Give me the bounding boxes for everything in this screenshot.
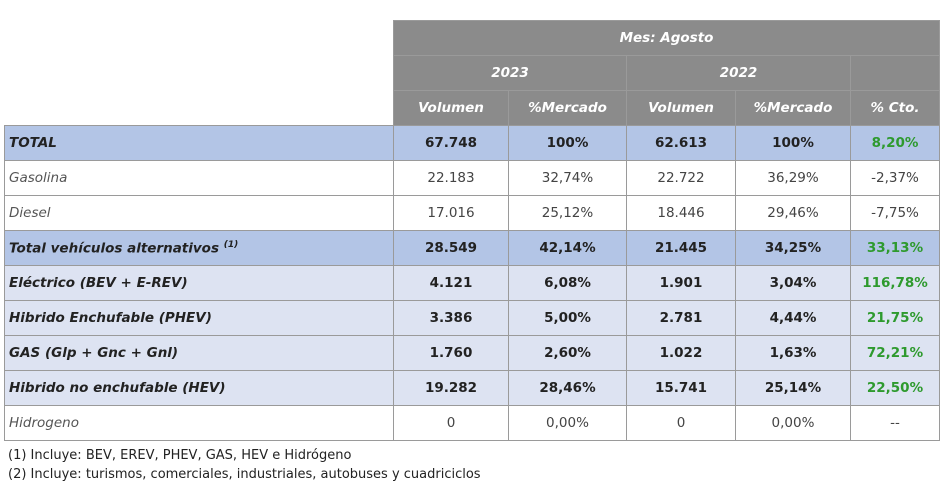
- volume-2023: 19.282: [394, 371, 509, 406]
- share-2023: 5,00%: [509, 301, 627, 336]
- row-label: GAS (Glp + Gnc + Gnl): [5, 336, 394, 371]
- volume-2023: 3.386: [394, 301, 509, 336]
- volume-2022: 15.741: [627, 371, 736, 406]
- corner-blank: [5, 21, 394, 56]
- share-2022: 36,29%: [736, 161, 851, 196]
- share-2022: 100%: [736, 126, 851, 161]
- year-2022-header: 2022: [627, 56, 851, 91]
- growth: 116,78%: [851, 266, 940, 301]
- volume-2023: 0: [394, 406, 509, 441]
- col-share-2022: %Mercado: [736, 91, 851, 126]
- month-header: Mes: Agosto: [394, 21, 940, 56]
- growth: 33,13%: [851, 231, 940, 266]
- row-label: Hibrido no enchufable (HEV): [5, 371, 394, 406]
- row-label: Eléctrico (BEV + E-REV): [5, 266, 394, 301]
- volume-2022: 18.446: [627, 196, 736, 231]
- share-2022: 3,04%: [736, 266, 851, 301]
- growth: 8,20%: [851, 126, 940, 161]
- volume-2023: 1.760: [394, 336, 509, 371]
- table-row: [5, 231, 940, 266]
- share-2023: 0,00%: [509, 406, 627, 441]
- table-row: [5, 406, 940, 441]
- table-row: [5, 336, 940, 371]
- growth: --: [851, 406, 940, 441]
- table-row: [5, 266, 940, 301]
- share-2023: 28,46%: [509, 371, 627, 406]
- growth: 21,75%: [851, 301, 940, 336]
- volume-2023: 4.121: [394, 266, 509, 301]
- table-row: [5, 161, 940, 196]
- share-2023: 32,74%: [509, 161, 627, 196]
- volume-2023: 17.016: [394, 196, 509, 231]
- table-row: [5, 196, 940, 231]
- growth: 22,50%: [851, 371, 940, 406]
- volume-2023: 22.183: [394, 161, 509, 196]
- row-label: Diesel: [5, 196, 394, 231]
- table-row: [5, 301, 940, 336]
- col-share-2023: %Mercado: [509, 91, 627, 126]
- volume-2023: 28.549: [394, 231, 509, 266]
- row-label: Gasolina: [5, 161, 394, 196]
- col-volume-2023: Volumen: [394, 91, 509, 126]
- volume-2023: 67.748: [394, 126, 509, 161]
- volume-2022: 21.445: [627, 231, 736, 266]
- row-label: Total vehículos alternativos $^{(1)}$: [5, 231, 394, 266]
- share-2023: 6,08%: [509, 266, 627, 301]
- share-2023: 100%: [509, 126, 627, 161]
- row-label: Hibrido Enchufable (PHEV): [5, 301, 394, 336]
- col-growth: % Cto.: [851, 91, 940, 126]
- growth: -7,75%: [851, 196, 940, 231]
- footnote-2: (2) Incluye: turismos, comerciales, industriales, autobuses y cuadriciclos: [8, 467, 481, 482]
- col-volume-2022: Volumen: [627, 91, 736, 126]
- share-2022: 0,00%: [736, 406, 851, 441]
- volume-2022: 2.781: [627, 301, 736, 336]
- share-2022: 4,44%: [736, 301, 851, 336]
- growth: 72,21%: [851, 336, 940, 371]
- table-row: [5, 126, 940, 161]
- volume-2022: 1.022: [627, 336, 736, 371]
- share-2022: 25,14%: [736, 371, 851, 406]
- year-2023-header: 2023: [394, 56, 627, 91]
- share-2023: 25,12%: [509, 196, 627, 231]
- growth: -2,37%: [851, 161, 940, 196]
- share-2023: 2,60%: [509, 336, 627, 371]
- volume-2022: 1.901: [627, 266, 736, 301]
- share-2022: 29,46%: [736, 196, 851, 231]
- volume-2022: 0: [627, 406, 736, 441]
- volume-2022: 22.722: [627, 161, 736, 196]
- share-2023: 42,14%: [509, 231, 627, 266]
- row-label: TOTAL: [5, 126, 394, 161]
- footnotes: [8, 446, 481, 484]
- share-2022: 34,25%: [736, 231, 851, 266]
- footnote-ref: (1): [223, 239, 239, 250]
- share-2022: 1,63%: [736, 336, 851, 371]
- table-row: [5, 371, 940, 406]
- footnote-1: (1) Incluye: BEV, EREV, PHEV, GAS, HEV e Hidrógeno: [8, 448, 352, 463]
- sales-table: [4, 20, 940, 441]
- row-label: Hidrogeno: [5, 406, 394, 441]
- volume-2022: 62.613: [627, 126, 736, 161]
